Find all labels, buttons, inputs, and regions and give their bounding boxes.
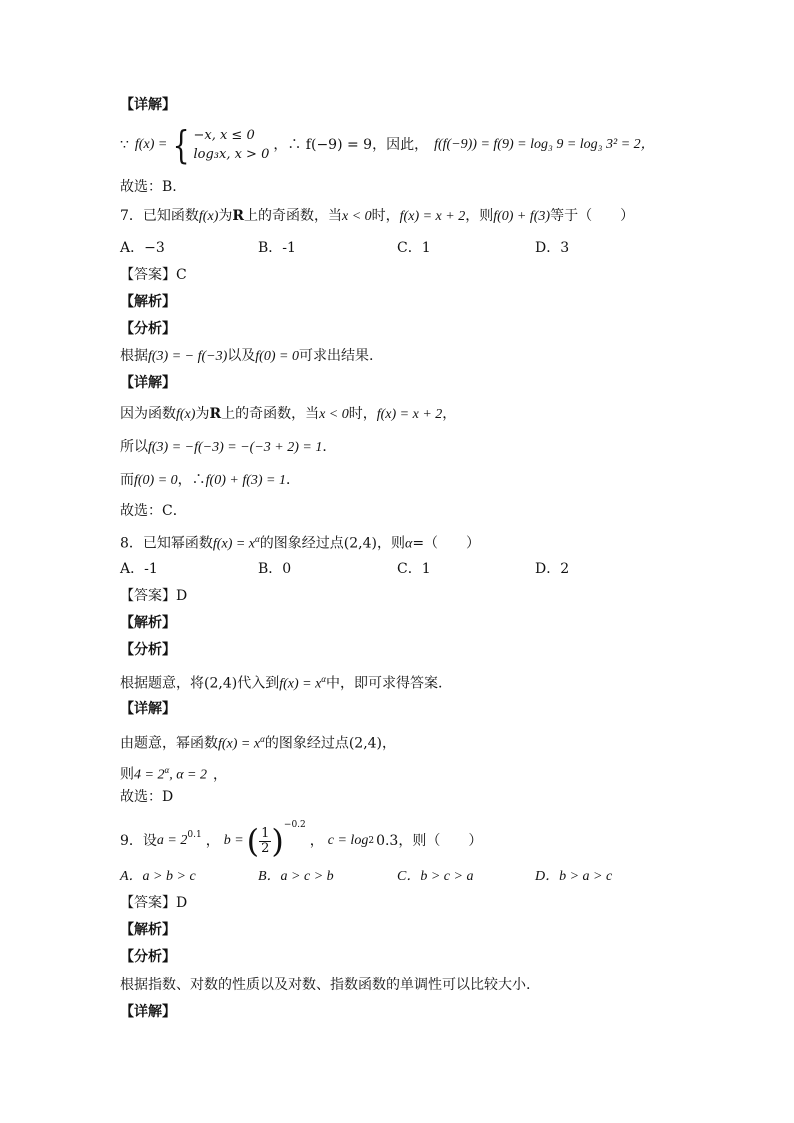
q9-option-d: D．b > a > c	[535, 869, 613, 884]
q8-alpha: α	[404, 536, 413, 552]
q7-d2-a: 所以	[120, 439, 148, 455]
q7-d1-math-3: f(x) = x + 2	[376, 407, 443, 422]
q7-explanation-heading: 【解析】	[120, 294, 176, 310]
q7-d1-a: 因为函数	[120, 406, 176, 422]
q7-choice: 故选：C．	[120, 503, 187, 519]
q7-d1-b: 为	[195, 406, 210, 422]
q8-d2-a: 则	[120, 766, 134, 783]
q7-d2-b: ．	[322, 439, 337, 455]
q7-d3-math-1: f(0) = 0	[134, 473, 178, 488]
q7-answer: 【答案】C	[120, 267, 187, 283]
q7-d3-math-2: f(0) + f(3) = 1	[205, 473, 286, 488]
q8-analysis-exponent: α	[321, 674, 327, 684]
question-7-stem	[120, 207, 634, 226]
q8-d1-b: 的图象经过点	[264, 735, 349, 752]
q7-d1-real-set: R	[209, 406, 222, 422]
question-9-stem: 9．设 a = 2 $^{0.1}$ ， b = ( $\frac{1}{2}$ ) $^{-0.2}$ ， c = log 2 0.3 ，则（ ）	[120, 818, 482, 864]
q8-detail-line-1	[120, 730, 396, 754]
q8-d1-c: ，	[382, 735, 397, 752]
q7-text-a: 7．已知函数	[120, 208, 199, 224]
q9-analysis-heading: 【分析】	[120, 949, 176, 965]
q8-option-a: A．-1	[120, 561, 158, 577]
q8-d1-a: 由题意，幂函数	[120, 735, 218, 752]
q9-detail-heading: 【详解】	[120, 1004, 176, 1020]
q7-analysis-b: 以及	[227, 348, 256, 364]
q9-c-def: c = log	[327, 833, 369, 848]
q8-analysis-math: f(x) = x	[279, 676, 322, 692]
q7-detail-heading: 【详解】	[120, 375, 176, 391]
choice-line: 故选：B.	[120, 179, 177, 195]
q7-d1-d: 时，	[348, 406, 377, 422]
piecewise-case-1: −x, x ≤ 0	[193, 128, 255, 143]
q8-math-fx: f(x) = x	[212, 536, 256, 552]
section-heading-detail: 【详解】	[120, 97, 176, 113]
q7-d1-c: 上的奇函数，当	[221, 406, 320, 422]
q9-answer: 【答案】D	[120, 895, 188, 911]
q8-explanation-heading: 【解析】	[120, 615, 176, 631]
piecewise-cases	[193, 126, 269, 164]
q8-text-a: 8．已知幂函数	[120, 535, 213, 552]
composite-evaluation: f(f(−9)) = f(9) = log₃ 9 = log₃ 3² = 2，	[434, 137, 655, 152]
q7-text-e: ，则	[465, 208, 494, 224]
q8-d2-exponent: α	[164, 765, 170, 775]
q8-option-c: C．1	[397, 561, 431, 577]
q9-explanation-heading: 【解析】	[120, 922, 176, 938]
q8-text-d: =（ ）	[412, 535, 481, 552]
q8-d2-c: ，	[212, 766, 227, 783]
q9-analysis-text: 根据指数、对数的性质以及对数、指数函数的单调性可以比较大小.	[120, 977, 531, 993]
q9-b-def: b =	[223, 833, 244, 848]
q8-option-d: D．2	[535, 561, 570, 577]
q7-expression: f(0) + f(3)	[493, 209, 551, 224]
q7-analysis-math-2: f(0) = 0	[255, 349, 299, 364]
q7-definition: f(x) = x + 2	[399, 209, 466, 224]
q9-fraction-denominator: 2	[261, 840, 270, 856]
q9-c-base: 2	[368, 836, 375, 846]
q8-analysis-point: (2,4)	[204, 675, 238, 692]
because-symbol: ∵	[120, 137, 129, 153]
q9-a-exponent: 0.1	[187, 830, 202, 840]
q7-d3-c: ．	[286, 472, 300, 488]
q8-analysis-a: 根据题意，将	[120, 675, 204, 692]
q7-detail-line-2	[120, 438, 336, 457]
q8-text-c: ，则	[376, 535, 405, 552]
q9-text-a: 9．设	[120, 833, 157, 849]
q9-option-c: C．b > c > a	[397, 869, 474, 884]
q7-d1-math-1: f(x)	[176, 407, 196, 422]
q7-text-c: 上的奇函数，当	[244, 208, 342, 224]
q9-c-argument: 0.3	[376, 833, 399, 849]
q7-detail-line-3	[120, 471, 300, 490]
q7-d3-b: ，∴	[177, 472, 206, 488]
q8-d2-b: , α = 2	[169, 767, 207, 783]
q8-detail-heading: 【详解】	[120, 701, 176, 717]
q7-math-fx: f(x)	[198, 209, 219, 224]
q8-d1-exponent: α	[260, 734, 265, 744]
q7-d2-math: f(3) = −f(−3) = −(−3 + 2) = 1	[148, 440, 323, 455]
q8-analysis-text	[120, 670, 442, 694]
q7-analysis-a: 根据	[120, 348, 148, 364]
q8-analysis-b: 代入到	[237, 675, 280, 692]
therefore-text: ，∴ f(−9) = 9，因此，	[273, 137, 429, 153]
q9-a-def: a = 2	[156, 833, 188, 848]
function-definition-label: f(x) =	[134, 137, 168, 152]
q9-fraction	[259, 827, 271, 856]
q7-text-b: 为	[218, 208, 233, 224]
q7-d1-e: ，	[442, 406, 457, 422]
q8-d2-math: 4 = 2	[134, 767, 165, 783]
q7-option-d: D．3	[535, 240, 570, 256]
left-brace-icon: {	[172, 123, 190, 167]
q8-d1-point: (2,4)	[348, 735, 383, 752]
q8-choice: 故选：D	[120, 789, 174, 805]
q7-analysis-c: 可求出结果.	[298, 348, 374, 364]
q8-d1-math: f(x) = x	[218, 736, 261, 752]
q9-text-b: ，则（ ）	[398, 833, 483, 849]
q7-option-c: C．1	[397, 240, 431, 256]
q8-answer: 【答案】D	[120, 588, 188, 604]
piecewise-case-2: log₃x, x > 0	[193, 147, 270, 162]
q8-analysis-heading: 【分析】	[120, 642, 176, 658]
q7-analysis-heading: 【分析】	[120, 321, 176, 337]
q8-option-b: B．0	[258, 561, 292, 577]
q7-option-b: B．-1	[258, 240, 296, 256]
q7-analysis-math-1: f(3) = − f(−3)	[148, 349, 228, 364]
q7-condition: x < 0	[342, 209, 372, 224]
q8-detail-line-2	[120, 761, 227, 785]
q9-option-b: B．a > c > b	[258, 869, 334, 884]
q7-real-set: R	[232, 208, 244, 224]
q7-d3-a: 而	[120, 472, 134, 488]
q8-point: (2,4)	[343, 535, 377, 552]
q7-analysis-text	[120, 347, 373, 366]
q7-text-d: 时，	[371, 208, 400, 224]
q7-text-f: 等于（ ）	[550, 208, 635, 224]
q9-option-a: A．a > b > c	[120, 869, 196, 884]
piecewise-solution-line	[120, 122, 655, 168]
question-8-stem	[120, 530, 480, 554]
q8-analysis-c: 中，即可求得答案.	[326, 675, 443, 692]
q7-detail-line-1	[120, 405, 456, 424]
q9-fraction-numerator: 1	[261, 825, 270, 841]
q9-b-exponent: −0.2	[283, 820, 306, 830]
q8-text-b: 的图象经过点	[259, 535, 344, 552]
q7-option-a: A．−3	[120, 240, 165, 256]
q7-d1-math-2: x < 0	[319, 407, 349, 422]
q8-exponent: α	[255, 534, 260, 544]
